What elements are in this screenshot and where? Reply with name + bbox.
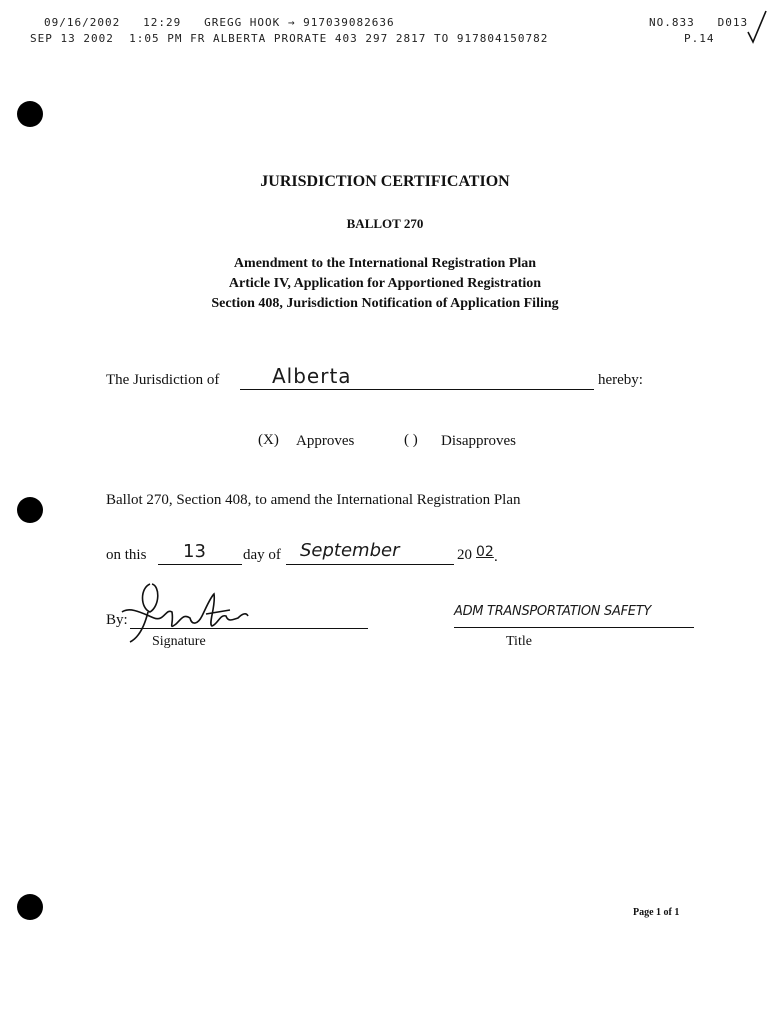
fax-header-line2: SEP 13 2002 1:05 PM FR ALBERTA PRORATE 403 297 2817 TO 917804150782	[30, 32, 549, 45]
year-value: 02	[476, 544, 494, 560]
month-value: September	[300, 540, 400, 561]
jurisdiction-prefix: The Jurisdiction of	[106, 372, 220, 388]
month-underline	[286, 564, 454, 565]
title-value: ADM TRANSPORTATION SAFETY	[454, 604, 651, 619]
approve-label: Approves	[296, 433, 355, 449]
ballot-number: BALLOT 270	[346, 216, 424, 231]
ballot-statement: Ballot 270, Section 408, to amend the International Registration Plan	[106, 492, 521, 508]
day-value: 13	[183, 541, 206, 562]
year-prefix: 20	[457, 547, 472, 563]
disapprove-label: Disapproves	[441, 433, 516, 449]
day-of-label: day of	[243, 547, 281, 563]
on-this-label: on this	[106, 547, 147, 563]
fax-header-number: NO.833 D013	[649, 16, 749, 29]
by-label: By:	[106, 612, 128, 628]
check-mark-icon	[745, 8, 769, 50]
title-underline	[454, 627, 694, 628]
binder-hole-bottom	[17, 894, 43, 920]
jurisdiction-value: Alberta	[272, 364, 352, 388]
fax-page-number: P.14	[684, 32, 715, 45]
page-footer: Page 1 of 1	[633, 907, 680, 918]
subtitle-line-1: Amendment to the International Registration Plan	[233, 256, 537, 271]
title-label: Title	[506, 634, 532, 649]
disapprove-checkbox: ( )	[404, 432, 418, 448]
binder-hole-middle	[17, 497, 43, 523]
day-underline	[158, 564, 242, 565]
subtitle-line-2: Article IV, Application for Apportioned Registration	[228, 276, 542, 291]
jurisdiction-underline	[240, 389, 594, 390]
approve-checkbox: (X)	[258, 432, 279, 448]
binder-hole-top	[17, 101, 43, 127]
document-title: JURISDICTION CERTIFICATION	[260, 173, 510, 190]
fax-header-line1: 09/16/2002 12:29 GREGG HOOK → 917039082636	[44, 16, 395, 29]
subtitle-line-3: Section 408, Jurisdiction Notification of Application Filing	[211, 296, 559, 311]
jurisdiction-suffix: hereby:	[598, 372, 643, 388]
signature-label: Signature	[152, 634, 206, 649]
